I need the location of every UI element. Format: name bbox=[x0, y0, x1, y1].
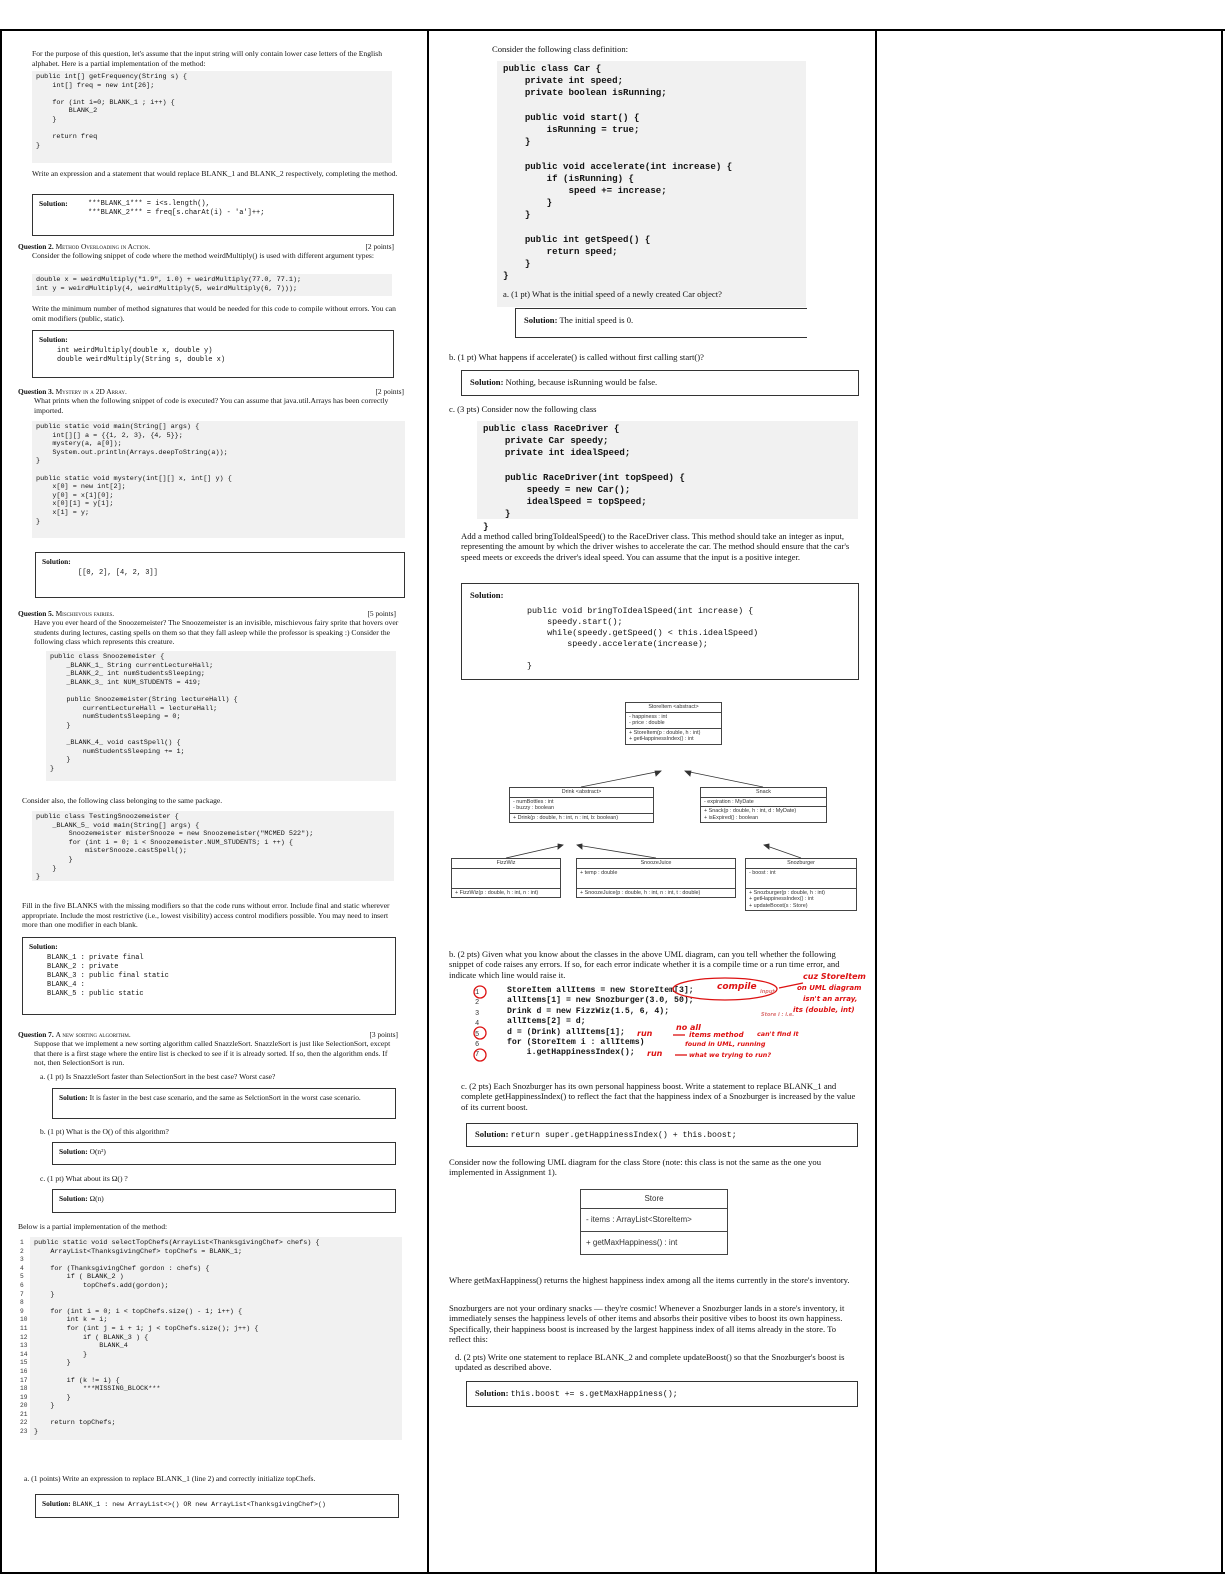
select-top-chefs-code: public static void selectTopChefs(ArrayList<ThanksgivingChef> chefs) { ArrayList<ThanksgivingChef> topChefs = BLANK_1; for (ThanksgivingChef gordon : chefs) { if ( BLANK_2 ) topChefs.add(gordon); } for (int i = 0; i < topChefs.size() - 1; i++) { int k = i; for (int j = i + 1; j < topChefs.size(); j++) { if ( BLANK_3 ) { BLANK_4 } } if (k != i) { ***MISSING_BLOCK*** } } return topChefs; } bbox=[30, 1237, 402, 1440]
uml-methods: + FizzWiz(p : double, h : int, n : int) bbox=[455, 889, 539, 896]
line-number: 4 bbox=[20, 1264, 24, 1272]
line-number: 1 bbox=[20, 1239, 24, 1246]
hand-note-3: isn't an array, bbox=[803, 995, 858, 1003]
solution-code: public void bringToIdealSpeed(int increase) { speedy.start(); while(speedy.getSpeed() < this.idealSpeed) speedy.accelerate(increase); } bbox=[527, 606, 759, 671]
uml-error-code: StoreItem allItems = new StoreItem[3]; allItems[1] = new Snozburger(3.0, 50); Drink d = new FizzWiz(1.5, 6, 4); allItems[2] = d; d = (Drink) allItems[1]; for (StoreItem i : allItems) i.getHappinessIndex(); bbox=[507, 986, 694, 1058]
line-number: 10 bbox=[20, 1316, 28, 1324]
exam-page bbox=[0, 29, 1225, 1574]
solution-label: Solution: bbox=[475, 1388, 509, 1398]
uml-class-title: SnoozeJuice bbox=[577, 859, 735, 869]
line-number: 5 bbox=[20, 1273, 24, 1281]
q5-name: Mischievous fairies. bbox=[55, 609, 115, 618]
frequency-instructions: Write an expression and a statement that would replace BLANK_1 and BLANK_2 respectively, completing the method. bbox=[32, 169, 398, 178]
arrow-head bbox=[577, 844, 582, 849]
question-2-header bbox=[18, 242, 394, 251]
arrow-head bbox=[655, 771, 661, 776]
solution-label: Solution: bbox=[42, 557, 71, 566]
hand-found: found in UML, running bbox=[685, 1040, 766, 1048]
hand-no-all: no all bbox=[676, 1023, 701, 1032]
hand-cant-find: can't find it bbox=[757, 1030, 799, 1038]
race-question-c: c. (3 pts) Consider now the following class bbox=[449, 404, 597, 414]
q3-name: Mystery in a 2D Array. bbox=[55, 387, 127, 396]
uml-store bbox=[580, 1189, 728, 1255]
uml-class-title: Store bbox=[581, 1190, 727, 1209]
q7a-solution bbox=[52, 1088, 396, 1119]
q3-number: Question 3. bbox=[18, 387, 54, 396]
snozburger-c-solution bbox=[466, 1123, 858, 1147]
q7-sub-question: a. (1 points) Write an expression to replace BLANK_1 (line 2) and correctly initialize topChefs. bbox=[24, 1474, 316, 1483]
snozburger-question-c: c. (2 pts) Each Snozburger has its own personal happiness boost. Write a statement to replace BLANK_1 and complete getHappinessIndex() to reflect the fact that the happiness index of a Snozburger is increased by the value of its current boost. bbox=[461, 1081, 856, 1112]
hand-tiny-1: input bbox=[760, 989, 775, 995]
hand-note-2: on UML diagram bbox=[797, 984, 862, 992]
solution-label: Solution: bbox=[59, 1194, 88, 1203]
race-instructions: Add a method called bringToIdealSpeed() to the RaceDriver class. This method should take an integer as input, representing the amount by which the driver wishes to accelerate the car. The method should ensure that the car's speed meets or exceeds the driver's ideal speed. You can assume that the input is a positive integer. bbox=[461, 531, 850, 562]
q3-code: public static void main(String[] args) { int[][] a = {{1, 2, 3}, {4, 5}}; mystery(a, a[0]); System.out.println(Arrays.deepToString(a)); } public static void mystery(int[][] x, int[] y) { x[0] = new int[2]; y[0] = x[1][0]; x[0][1] = y[1]; x[1] = y; } bbox=[32, 421, 405, 538]
q5-number: Question 5. bbox=[18, 609, 54, 618]
middle-column bbox=[431, 31, 877, 1572]
partial-impl-intro: Below is a partial implementation of the method: bbox=[18, 1222, 168, 1231]
solution-label: Solution: bbox=[470, 590, 504, 600]
line-number: 16 bbox=[20, 1367, 28, 1375]
uml-class-title: StoreItem <abstract> bbox=[626, 703, 721, 713]
line-number: 8 bbox=[20, 1299, 24, 1307]
uml-methods: + getMaxHappiness() : int bbox=[586, 1238, 678, 1247]
snozburger-d-solution bbox=[466, 1381, 858, 1407]
line-number: 7 bbox=[20, 1290, 24, 1298]
uml-fields: - happiness : int - price : double bbox=[626, 713, 721, 729]
solution-label: Solution: bbox=[29, 942, 58, 951]
uml-class-title: Snozburger bbox=[746, 859, 856, 869]
q7-sub-solution bbox=[35, 1494, 399, 1518]
solution-label: Solution: bbox=[475, 1129, 509, 1139]
drink-to-storeitem-line bbox=[581, 771, 661, 787]
solution-code: [[0, 2], [4, 2, 3]] bbox=[78, 569, 158, 578]
snozburger-paragraph: Snozburgers are not your ordinary snacks — they're cosmic! Whenever a Snozburger lands in a store's inventory, it immediately senses the happiness levels of other items and absorbs their positive vibes to boost its own happiness. Specifically, their happiness boost is increased by the largest happiness index of all items already in the store. To reflect this: bbox=[449, 1303, 845, 1345]
solution-code: BLANK_1 : private final BLANK_2 : private BLANK_3 : public final static BLANK_4 : BLANK_5 : public static bbox=[47, 954, 169, 999]
uml-fields: - items : ArrayList<StoreItem> bbox=[581, 1209, 727, 1232]
frequency-intro: For the purpose of this question, let's assume that the input string will only contain lower case letters of the English alphabet. Here is a partial implementation of the method: bbox=[32, 49, 382, 68]
q5-solution bbox=[22, 937, 396, 1015]
hand-compile: compile bbox=[717, 982, 757, 992]
q5-text: Have you ever heard of the Snoozemeister? The Snoozemeister is an invisible, mischievous fairy sprite that hovers over students during lectures, casting spells on them so that they fall asleep while the professor is speaking :) Consider the following class which represents this creature. bbox=[34, 618, 399, 647]
line-number: 4 bbox=[475, 1020, 480, 1029]
q7-part-a: a. (1 pt) Is SnazzleSort faster than SelectionSort in the best case? Worst case? bbox=[40, 1072, 276, 1081]
line-number: 23 bbox=[20, 1428, 28, 1436]
line-number: 1 bbox=[475, 989, 480, 997]
line-number: 7 bbox=[475, 1051, 480, 1060]
line-number: 13 bbox=[20, 1342, 28, 1350]
q2-points: [2 points] bbox=[365, 242, 394, 251]
q5-also-text: Consider also, the following class belonging to the same package. bbox=[22, 796, 223, 805]
line-number: 17 bbox=[20, 1376, 28, 1384]
uml-error-question: b. (2 pts) Given what you know about the classes in the above UML diagram, can you tell whether the following snippet of code raises any errors. If so, for each error indicate whether it is a compile time or a run time error, and indicate which line would raise it. bbox=[449, 949, 840, 980]
q2-text: Consider the following snippet of code where the method weirdMultiply() is used with different argument types: bbox=[32, 251, 375, 260]
solution-label: Solution: bbox=[59, 1147, 88, 1156]
uml-fields: - boost : int bbox=[746, 869, 856, 889]
arrow-head bbox=[764, 844, 769, 849]
q7-part-b: b. (1 pt) What is the O() of this algorithm? bbox=[40, 1127, 169, 1136]
line-number: 19 bbox=[20, 1393, 28, 1401]
q2-number: Question 2. bbox=[18, 242, 54, 251]
q5-fill-instructions: Fill in the five BLANKS with the missing modifiers so that the code runs without error. Include final and static wherever appropriate. Include the most restrictive (i.e., lowest visibility) access control modifiers possible. You may need to insert more than one modifier in each blank. bbox=[22, 901, 390, 930]
q2-solution bbox=[32, 330, 394, 378]
frequency-solution bbox=[32, 194, 394, 236]
line-number: 2 bbox=[20, 1247, 24, 1255]
testing-snoozemeister-code: public class TestingSnoozemeister { _BLANK_5_ void main(String[] args) { Snoozemeister misterSnooze = new Snoozemeister("MCMED 522"); for (int i = 0; i < Snoozemeister.NUM_STUDENTS; i ++) { misterSnooze.castSpell(); } } } bbox=[32, 811, 394, 881]
uml-methods: + SnoozeJuice(p : double, h : int, n : int, t : double) bbox=[580, 889, 701, 896]
hand-note-4: its (double, int) bbox=[793, 1006, 855, 1014]
solution-code: ***BLANK_1*** = i<s.length(), ***BLANK_2*** = freq[s.charAt(i) - 'a']++; bbox=[88, 200, 265, 217]
line-number: 20 bbox=[20, 1402, 28, 1410]
solution-text: return super.getHappinessIndex() + this.boost; bbox=[510, 1131, 737, 1140]
uml-fields: + temp : double bbox=[577, 869, 735, 889]
line-number: 12 bbox=[20, 1333, 28, 1341]
solution-label: Solution: bbox=[39, 199, 68, 208]
solution-label: Solution: bbox=[42, 1499, 71, 1508]
snozburger-to-snack-line bbox=[764, 845, 801, 858]
left-column bbox=[0, 31, 429, 1572]
line-number: 9 bbox=[20, 1307, 24, 1315]
fizzwiz-to-drink-line bbox=[506, 845, 563, 858]
hand-run-2: run bbox=[647, 1049, 663, 1058]
circle-line-7 bbox=[474, 1049, 486, 1061]
arrow-head bbox=[558, 844, 563, 849]
line-number: 3 bbox=[20, 1256, 24, 1264]
hand-tiny-2: Store i : i.e. bbox=[761, 1012, 795, 1018]
solution-text: The initial speed is 0. bbox=[559, 315, 634, 325]
race-driver-code: public class RaceDriver { private Car speedy; private int idealSpeed; public RaceDriver(int topSpeed) { speedy = new Car(); idealSpeed = topSpeed; } } bbox=[477, 421, 858, 519]
solution-text: BLANK_1 : new ArrayList<>() OR new ArrayList<ThanksgivingChef>() bbox=[72, 1501, 326, 1508]
solution-label: Solution: bbox=[524, 315, 558, 325]
q7-points: [3 points] bbox=[369, 1030, 398, 1039]
solution-label: Solution: bbox=[59, 1093, 88, 1102]
line-number: 14 bbox=[20, 1350, 28, 1358]
q3-solution bbox=[35, 552, 405, 598]
q7-number: Question 7. bbox=[18, 1030, 54, 1039]
q7-part-c: c. (1 pt) What about its Ω() ? bbox=[40, 1174, 128, 1183]
uml-methods: + StoreItem(p : double, h : int) + getHappinessIndex() : int bbox=[629, 729, 701, 743]
solution-text: this.boost += s.getMaxHappiness(); bbox=[510, 1390, 678, 1399]
hand-note-1: cuz StoreItem bbox=[803, 972, 866, 981]
q5-points: [5 points] bbox=[367, 609, 396, 618]
circle-line-1 bbox=[474, 986, 486, 998]
line-number: 11 bbox=[20, 1324, 28, 1332]
hand-items-method: items method bbox=[689, 1031, 744, 1039]
uml-class-title: Snack bbox=[701, 788, 826, 798]
uml-class-title: Drink <abstract> bbox=[510, 788, 653, 798]
uml-class-title: FizzWiz bbox=[452, 859, 560, 869]
line-number: 6 bbox=[20, 1281, 24, 1289]
line-number: 5 bbox=[475, 1030, 480, 1039]
hand-what: what we trying to run? bbox=[689, 1051, 772, 1059]
car-question-b: b. (1 pt) What happens if accelerate() is called without first calling start()? bbox=[449, 352, 704, 362]
get-max-happiness-text: Where getMaxHappiness() returns the highest happiness index among all the items currently in the store's inventory. bbox=[449, 1275, 850, 1285]
uml-methods: + Snack(p : double, h : int, d : MyDate) + isExpired() : boolean bbox=[704, 808, 797, 821]
store-intro: Consider now the following UML diagram for the class Store (note: this class is not the same as the one you implemented in Assignment 1). bbox=[449, 1157, 822, 1178]
q3-points: [2 points] bbox=[375, 387, 404, 396]
uml-inheritance-arrows bbox=[431, 31, 877, 931]
q7c-solution bbox=[52, 1189, 396, 1213]
line-number: 2 bbox=[475, 999, 480, 1008]
q2-instructions: Write the minimum number of method signatures that would be needed for this code to compile without errors. You can omit modifiers (public, static). bbox=[32, 304, 396, 323]
line-number: 21 bbox=[20, 1410, 28, 1418]
line-number: 3 bbox=[475, 1009, 480, 1018]
line-number: 15 bbox=[20, 1359, 28, 1367]
hand-run-1: run bbox=[637, 1029, 653, 1038]
solution-text: O(n²) bbox=[89, 1147, 106, 1156]
snack-to-storeitem-line bbox=[685, 771, 763, 787]
snozburger-question-d: d. (2 pts) Write one statement to replace BLANK_2 and complete updateBoost() so that the Snozburger's boost is updated as described above. bbox=[455, 1352, 845, 1373]
line-number: 22 bbox=[20, 1419, 28, 1427]
q3-text: What prints when the following snippet of code is executed? You can assume that java.util.Arrays has been correctly imported. bbox=[34, 396, 389, 415]
solution-text: Nothing, because isRunning would be false. bbox=[505, 377, 658, 387]
solution-label: Solution: bbox=[470, 377, 504, 387]
q7-text: Suppose that we implement a new sorting algorithm called SnazzleSort. SnazzleSort is just like SelectionSort, except that there is a first stage where the entire list is checked to see if it is already sorted. If so, then the algorithm ends. If not, then SelectionSort is run. bbox=[34, 1039, 391, 1068]
snoozejuice-to-drink-line bbox=[577, 845, 656, 858]
car-intro: Consider the following class definition: bbox=[492, 44, 629, 54]
question-3-header bbox=[18, 387, 404, 396]
q7b-solution bbox=[52, 1142, 396, 1165]
snoozemeister-code: public class Snoozemeister { _BLANK_1_ String currentLectureHall; _BLANK_2_ int numStudentsSleeping; _BLANK_3_ int NUM_STUDENTS = 419; public Snoozemeister(String lectureHall) { currentLectureHall = lectureHall; numStudentsSleeping = 0; } _BLANK_4_ void castSpell() { numStudentsSleeping += 1; } } bbox=[46, 651, 396, 781]
solution-code: int weirdMultiply(double x, double y) double weirdMultiply(String s, double x) bbox=[57, 347, 226, 365]
q2-name: Method Overloading in Action. bbox=[55, 242, 151, 251]
circle-line-5 bbox=[474, 1027, 486, 1039]
q2-code: double x = weirdMultiply("1.9", 1.0) + weirdMultiply(77.0, 77.1); int y = weirdMultiply(4, weirdMultiply(5, weirdMultiply(6, 7))); bbox=[32, 274, 392, 296]
frequency-code: public int[] getFrequency(String s) { int[] freq = new int[26]; for (int i=0; BLANK_1 ; i++) { BLANK_2 } return freq } bbox=[32, 71, 392, 163]
line-number: 6 bbox=[475, 1041, 480, 1050]
question-5-header bbox=[18, 609, 396, 618]
q7-name: A new sorting algorithm. bbox=[55, 1030, 131, 1039]
solution-text: Ω(n) bbox=[89, 1194, 104, 1203]
question-7-header bbox=[18, 1030, 398, 1039]
uml-fields: - expiration : MyDate bbox=[701, 798, 826, 808]
uml-methods: + Snozburger(p : double, h : int) + getHappinessIndex() : int + updateBoost(s : Store) bbox=[749, 889, 825, 909]
uml-fields: - numBottles : int - buzzy : boolean bbox=[510, 798, 653, 814]
car-question-a: a. (1 pt) What is the initial speed of a newly created Car object? bbox=[503, 289, 722, 299]
solution-label: Solution: bbox=[39, 335, 68, 344]
solution-text: It is faster in the best case scenario, and the same as SelctionSort in the worst case scenario. bbox=[89, 1093, 361, 1102]
uml-methods: + Drink(p : double, h : int, n : int, b: boolean) bbox=[513, 814, 619, 821]
line-number: 18 bbox=[20, 1385, 28, 1393]
right-column-empty bbox=[877, 31, 1223, 1572]
car-class-code: public class Car { private int speed; private boolean isRunning; public void start() { isRunning = true; } public void accelerate(int increase) { if (isRunning) { speed += increase; } } public int getSpeed() { return speed; } } bbox=[497, 61, 806, 307]
arrow-head bbox=[685, 771, 691, 776]
